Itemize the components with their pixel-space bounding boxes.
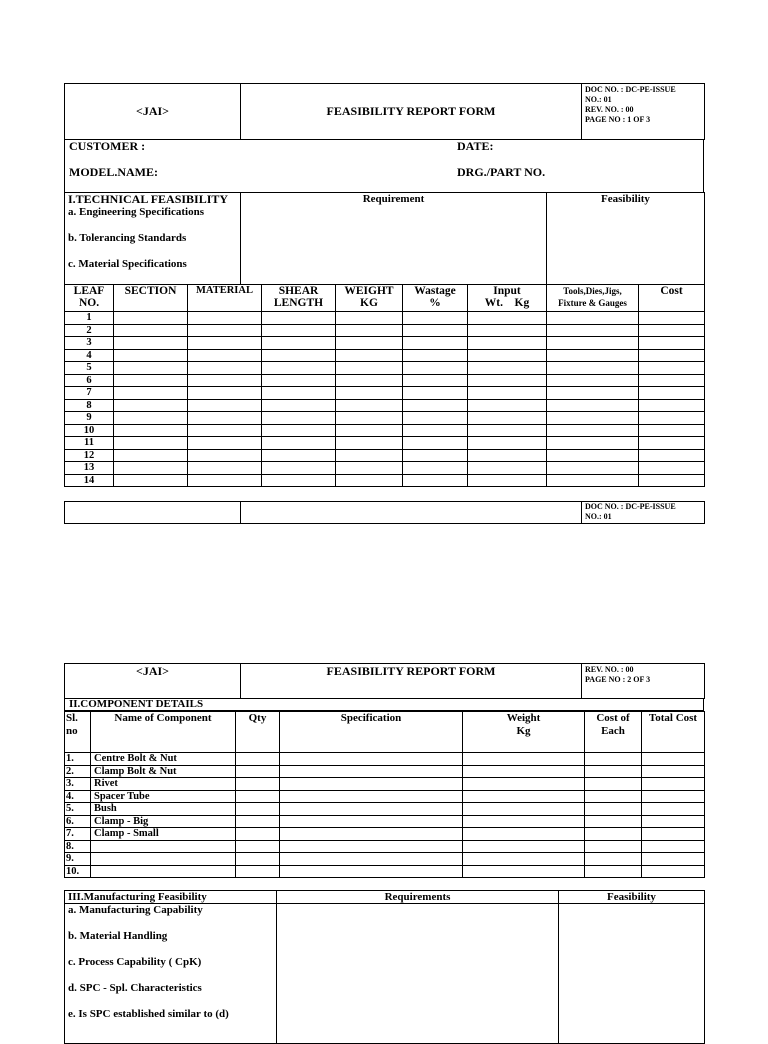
table-row bbox=[65, 840, 705, 853]
component-no: 4. bbox=[65, 790, 91, 803]
table-cell bbox=[280, 853, 463, 866]
table-cell bbox=[336, 337, 403, 350]
table-cell bbox=[336, 474, 403, 487]
table-cell bbox=[642, 765, 705, 778]
table-cell bbox=[585, 765, 642, 778]
table-cell bbox=[642, 803, 705, 816]
table-cell bbox=[188, 362, 262, 375]
component-name bbox=[91, 865, 236, 878]
table-cell bbox=[639, 462, 705, 475]
table-cell bbox=[280, 815, 463, 828]
table-cell bbox=[262, 449, 336, 462]
table-cell bbox=[403, 349, 468, 362]
leaf-no: 10 bbox=[65, 424, 114, 437]
table-cell bbox=[639, 312, 705, 325]
table-cell bbox=[114, 362, 188, 375]
table-row bbox=[65, 412, 705, 425]
table-cell bbox=[336, 349, 403, 362]
component-table-header: Sl. no bbox=[65, 712, 91, 753]
mfg-title: III.Manufacturing Feasibility bbox=[65, 891, 277, 904]
component-name bbox=[91, 840, 236, 853]
table-row bbox=[65, 374, 705, 387]
table-cell bbox=[262, 412, 336, 425]
model-label: MODEL.NAME: bbox=[69, 165, 158, 179]
table-cell bbox=[468, 399, 547, 412]
table-cell bbox=[547, 474, 639, 487]
table-cell bbox=[114, 474, 188, 487]
table-cell bbox=[585, 815, 642, 828]
leaf-table-header: SECTION bbox=[114, 285, 188, 312]
component-table-header: Cost of Each bbox=[585, 712, 642, 753]
table-row bbox=[65, 803, 705, 816]
table-cell bbox=[262, 324, 336, 337]
table-row bbox=[65, 865, 705, 878]
table-cell bbox=[639, 412, 705, 425]
table-cell bbox=[336, 312, 403, 325]
table-cell bbox=[468, 412, 547, 425]
leaf-no: 6 bbox=[65, 374, 114, 387]
mfg-item: c. Process Capability ( CpK) bbox=[68, 956, 202, 968]
table-cell bbox=[468, 449, 547, 462]
component-no: 3. bbox=[65, 778, 91, 791]
component-table-header: Specification bbox=[280, 712, 463, 753]
table-cell bbox=[114, 399, 188, 412]
footer-empty-cell bbox=[241, 502, 582, 524]
table-cell bbox=[280, 778, 463, 791]
component-table-header: Weight Kg bbox=[463, 712, 585, 753]
table-cell bbox=[114, 312, 188, 325]
component-name: Centre Bolt & Nut bbox=[91, 753, 236, 766]
tech-title: I.TECHNICAL FEASIBILITY bbox=[68, 192, 229, 206]
table-cell bbox=[236, 778, 280, 791]
table-row bbox=[65, 790, 705, 803]
date-label: DATE: bbox=[457, 139, 494, 153]
component-no: 9. bbox=[65, 853, 91, 866]
table-cell bbox=[114, 412, 188, 425]
issue-no: NO.: 01 bbox=[585, 95, 612, 104]
table-cell bbox=[262, 474, 336, 487]
table-cell bbox=[639, 449, 705, 462]
table-cell bbox=[188, 349, 262, 362]
table-cell bbox=[336, 387, 403, 400]
rev-no-p2: REV. NO. : 00 bbox=[585, 665, 634, 674]
leaf-table-header: MATERIAL bbox=[188, 285, 262, 312]
table-cell bbox=[114, 337, 188, 350]
page1-header-table bbox=[64, 83, 705, 140]
table-cell bbox=[468, 387, 547, 400]
table-row bbox=[65, 474, 705, 487]
table-cell bbox=[114, 462, 188, 475]
table-cell bbox=[468, 374, 547, 387]
table-cell bbox=[639, 437, 705, 450]
mfg-items-cell bbox=[65, 904, 277, 1044]
table-cell bbox=[468, 362, 547, 375]
table-cell bbox=[262, 424, 336, 437]
footer-empty-cell bbox=[65, 502, 241, 524]
table-row bbox=[65, 449, 705, 462]
table-cell bbox=[236, 840, 280, 853]
table-cell bbox=[114, 437, 188, 450]
requirements-header: Requirements bbox=[277, 891, 559, 904]
requirements-cell bbox=[277, 904, 559, 1044]
table-cell bbox=[280, 803, 463, 816]
table-cell bbox=[336, 449, 403, 462]
table-row bbox=[65, 424, 705, 437]
table-cell bbox=[188, 337, 262, 350]
table-cell bbox=[336, 399, 403, 412]
leaf-no: 9 bbox=[65, 412, 114, 425]
component-details-title: II.COMPONENT DETAILS bbox=[64, 698, 704, 711]
table-cell bbox=[188, 437, 262, 450]
company-name-p2: <JAI> bbox=[65, 664, 241, 699]
leaf-no: 7 bbox=[65, 387, 114, 400]
table-cell bbox=[336, 437, 403, 450]
table-cell bbox=[642, 853, 705, 866]
leaf-no: 8 bbox=[65, 399, 114, 412]
table-row bbox=[65, 312, 705, 325]
table-cell bbox=[642, 828, 705, 841]
table-cell bbox=[403, 474, 468, 487]
table-cell bbox=[114, 449, 188, 462]
table-cell bbox=[403, 412, 468, 425]
table-cell bbox=[547, 324, 639, 337]
table-cell bbox=[188, 399, 262, 412]
table-cell bbox=[236, 803, 280, 816]
table-cell bbox=[468, 337, 547, 350]
page1-footer-table bbox=[64, 501, 705, 524]
table-cell bbox=[463, 853, 585, 866]
table-cell bbox=[468, 312, 547, 325]
manufacturing-feasibility-table bbox=[64, 890, 705, 1044]
table-row bbox=[65, 324, 705, 337]
table-cell bbox=[403, 312, 468, 325]
table-cell bbox=[403, 387, 468, 400]
table-cell bbox=[403, 362, 468, 375]
table-cell bbox=[642, 840, 705, 853]
table-cell bbox=[280, 753, 463, 766]
table-cell bbox=[463, 765, 585, 778]
component-no: 10. bbox=[65, 865, 91, 878]
table-row bbox=[65, 349, 705, 362]
table-cell bbox=[188, 424, 262, 437]
table-cell bbox=[280, 828, 463, 841]
table-cell bbox=[547, 349, 639, 362]
leaf-no: 5 bbox=[65, 362, 114, 375]
customer-label: CUSTOMER : bbox=[69, 139, 146, 153]
table-cell bbox=[188, 374, 262, 387]
table-cell bbox=[642, 790, 705, 803]
table-row bbox=[65, 828, 705, 841]
table-cell bbox=[463, 840, 585, 853]
component-name: Clamp - Big bbox=[91, 815, 236, 828]
table-cell bbox=[463, 790, 585, 803]
table-cell bbox=[463, 828, 585, 841]
tech-item: b. Tolerancing Standards bbox=[68, 232, 187, 244]
component-name: Clamp Bolt & Nut bbox=[91, 765, 236, 778]
table-cell bbox=[639, 474, 705, 487]
tech-item: c. Material Specifications bbox=[68, 258, 187, 270]
table-cell bbox=[585, 828, 642, 841]
table-row bbox=[65, 437, 705, 450]
table-cell bbox=[280, 865, 463, 878]
table-cell bbox=[547, 337, 639, 350]
table-cell bbox=[114, 374, 188, 387]
page2-header-table bbox=[64, 663, 705, 699]
table-cell bbox=[642, 865, 705, 878]
feasibility-cell bbox=[559, 904, 705, 1044]
table-cell bbox=[642, 815, 705, 828]
table-cell bbox=[188, 474, 262, 487]
table-cell bbox=[403, 399, 468, 412]
table-cell bbox=[403, 324, 468, 337]
table-row bbox=[65, 387, 705, 400]
leaf-no: 3 bbox=[65, 337, 114, 350]
table-cell bbox=[188, 462, 262, 475]
table-row bbox=[65, 399, 705, 412]
component-name bbox=[91, 853, 236, 866]
table-cell bbox=[468, 349, 547, 362]
table-cell bbox=[236, 765, 280, 778]
leaf-table-header: Cost bbox=[639, 285, 705, 312]
component-name: Spacer Tube bbox=[91, 790, 236, 803]
component-no: 2. bbox=[65, 765, 91, 778]
leaf-no: 13 bbox=[65, 462, 114, 475]
table-cell bbox=[262, 462, 336, 475]
table-cell bbox=[547, 449, 639, 462]
footer-issue-no: NO.: 01 bbox=[585, 512, 612, 521]
table-cell bbox=[114, 324, 188, 337]
table-row bbox=[65, 337, 705, 350]
table-cell bbox=[547, 412, 639, 425]
table-cell bbox=[236, 865, 280, 878]
component-name: Rivet bbox=[91, 778, 236, 791]
table-cell bbox=[639, 399, 705, 412]
table-cell bbox=[403, 337, 468, 350]
table-cell bbox=[585, 778, 642, 791]
doc-info-p2 bbox=[582, 664, 705, 699]
leaf-table-header: Input Wt. Kg bbox=[468, 285, 547, 312]
leaf-no: 2 bbox=[65, 324, 114, 337]
table-cell bbox=[236, 828, 280, 841]
table-cell bbox=[547, 437, 639, 450]
table-cell bbox=[547, 399, 639, 412]
component-name: Bush bbox=[91, 803, 236, 816]
doc-info bbox=[582, 84, 705, 140]
requirement-header: Requirement bbox=[241, 193, 547, 285]
page-no-p2: PAGE NO : 2 OF 3 bbox=[585, 675, 651, 684]
table-cell bbox=[403, 449, 468, 462]
table-cell bbox=[236, 853, 280, 866]
table-cell bbox=[114, 424, 188, 437]
table-cell bbox=[547, 362, 639, 375]
feasibility-header: Feasibility bbox=[547, 193, 705, 285]
table-cell bbox=[639, 374, 705, 387]
table-cell bbox=[236, 753, 280, 766]
tech-item: a. Engineering Specifications bbox=[68, 206, 204, 218]
table-cell bbox=[639, 324, 705, 337]
table-cell bbox=[642, 753, 705, 766]
table-cell bbox=[336, 462, 403, 475]
table-cell bbox=[463, 753, 585, 766]
table-cell bbox=[403, 462, 468, 475]
drg-label: DRG./PART NO. bbox=[457, 165, 546, 179]
component-name: Clamp - Small bbox=[91, 828, 236, 841]
table-cell bbox=[188, 449, 262, 462]
table-cell bbox=[463, 778, 585, 791]
table-cell bbox=[463, 815, 585, 828]
table-cell bbox=[468, 474, 547, 487]
leaf-table-header: WEIGHT KG bbox=[336, 285, 403, 312]
component-no: 5. bbox=[65, 803, 91, 816]
component-no: 7. bbox=[65, 828, 91, 841]
doc-no: DOC NO. : DC-PE-ISSUE bbox=[585, 85, 676, 94]
table-row bbox=[65, 362, 705, 375]
table-cell bbox=[114, 387, 188, 400]
table-cell bbox=[262, 312, 336, 325]
table-cell bbox=[262, 387, 336, 400]
table-row bbox=[65, 753, 705, 766]
component-no: 6. bbox=[65, 815, 91, 828]
table-cell bbox=[468, 437, 547, 450]
leaf-no: 1 bbox=[65, 312, 114, 325]
table-cell bbox=[585, 840, 642, 853]
component-no: 8. bbox=[65, 840, 91, 853]
leaf-table-header: SHEAR LENGTH bbox=[262, 285, 336, 312]
table-cell bbox=[262, 374, 336, 387]
table-cell bbox=[639, 387, 705, 400]
table-cell bbox=[547, 312, 639, 325]
table-cell bbox=[639, 337, 705, 350]
mfg-item: d. SPC - Spl. Characteristics bbox=[68, 982, 202, 994]
component-table-header: Name of Component bbox=[91, 712, 236, 753]
table-cell bbox=[236, 790, 280, 803]
tech-feasibility-cell bbox=[65, 193, 241, 285]
page-no: PAGE NO : 1 OF 3 bbox=[585, 115, 651, 124]
component-table bbox=[64, 711, 705, 878]
table-cell bbox=[585, 803, 642, 816]
table-cell bbox=[547, 387, 639, 400]
table-cell bbox=[336, 374, 403, 387]
table-cell bbox=[280, 790, 463, 803]
table-cell bbox=[262, 437, 336, 450]
table-cell bbox=[336, 424, 403, 437]
table-cell bbox=[547, 462, 639, 475]
table-cell bbox=[639, 424, 705, 437]
table-cell bbox=[188, 312, 262, 325]
feasibility-header-p2: Feasibility bbox=[559, 891, 705, 904]
leaf-no: 14 bbox=[65, 474, 114, 487]
table-cell bbox=[403, 374, 468, 387]
table-cell bbox=[463, 803, 585, 816]
table-cell bbox=[639, 362, 705, 375]
table-cell bbox=[262, 337, 336, 350]
table-cell bbox=[585, 753, 642, 766]
form-title: FEASIBILITY REPORT FORM bbox=[241, 84, 582, 140]
table-cell bbox=[188, 412, 262, 425]
component-table-header: Qty bbox=[236, 712, 280, 753]
table-cell bbox=[403, 424, 468, 437]
table-cell bbox=[336, 324, 403, 337]
table-row bbox=[65, 462, 705, 475]
table-row bbox=[65, 765, 705, 778]
leaf-no: 4 bbox=[65, 349, 114, 362]
form-title-p2: FEASIBILITY REPORT FORM bbox=[241, 664, 582, 699]
table-cell bbox=[280, 840, 463, 853]
table-row bbox=[65, 778, 705, 791]
leaf-table bbox=[64, 284, 705, 487]
table-cell bbox=[585, 853, 642, 866]
table-cell bbox=[463, 865, 585, 878]
table-cell bbox=[114, 349, 188, 362]
table-cell bbox=[639, 349, 705, 362]
leaf-table-header: LEAF NO. bbox=[65, 285, 114, 312]
technical-feasibility-table bbox=[64, 192, 705, 285]
table-cell bbox=[336, 362, 403, 375]
footer-doc-no: DOC NO. : DC-PE-ISSUE bbox=[585, 502, 676, 511]
mfg-item: a. Manufacturing Capability bbox=[68, 904, 203, 916]
mfg-item: b. Material Handling bbox=[68, 930, 168, 942]
leaf-table-header: Wastage % bbox=[403, 285, 468, 312]
table-cell bbox=[642, 778, 705, 791]
table-cell bbox=[468, 324, 547, 337]
table-cell bbox=[262, 362, 336, 375]
component-no: 1. bbox=[65, 753, 91, 766]
leaf-table-header: Tools,Dies,Jigs, Fixture & Gauges bbox=[547, 285, 639, 312]
table-cell bbox=[188, 324, 262, 337]
mfg-item: e. Is SPC established similar to (d) bbox=[68, 1008, 229, 1020]
table-cell bbox=[280, 765, 463, 778]
leaf-no: 12 bbox=[65, 449, 114, 462]
company-name: <JAI> bbox=[65, 84, 241, 140]
table-cell bbox=[468, 424, 547, 437]
table-cell bbox=[262, 399, 336, 412]
leaf-no: 11 bbox=[65, 437, 114, 450]
table-row bbox=[65, 815, 705, 828]
customer-block bbox=[64, 139, 704, 193]
table-cell bbox=[336, 412, 403, 425]
table-cell bbox=[547, 424, 639, 437]
table-cell bbox=[468, 462, 547, 475]
table-row bbox=[65, 853, 705, 866]
table-cell bbox=[188, 387, 262, 400]
component-table-header: Total Cost bbox=[642, 712, 705, 753]
table-cell bbox=[262, 349, 336, 362]
table-cell bbox=[236, 815, 280, 828]
table-cell bbox=[547, 374, 639, 387]
table-cell bbox=[585, 790, 642, 803]
rev-no: REV. NO. : 00 bbox=[585, 105, 634, 114]
table-cell bbox=[585, 865, 642, 878]
table-cell bbox=[403, 437, 468, 450]
footer-doc-info bbox=[582, 502, 705, 524]
